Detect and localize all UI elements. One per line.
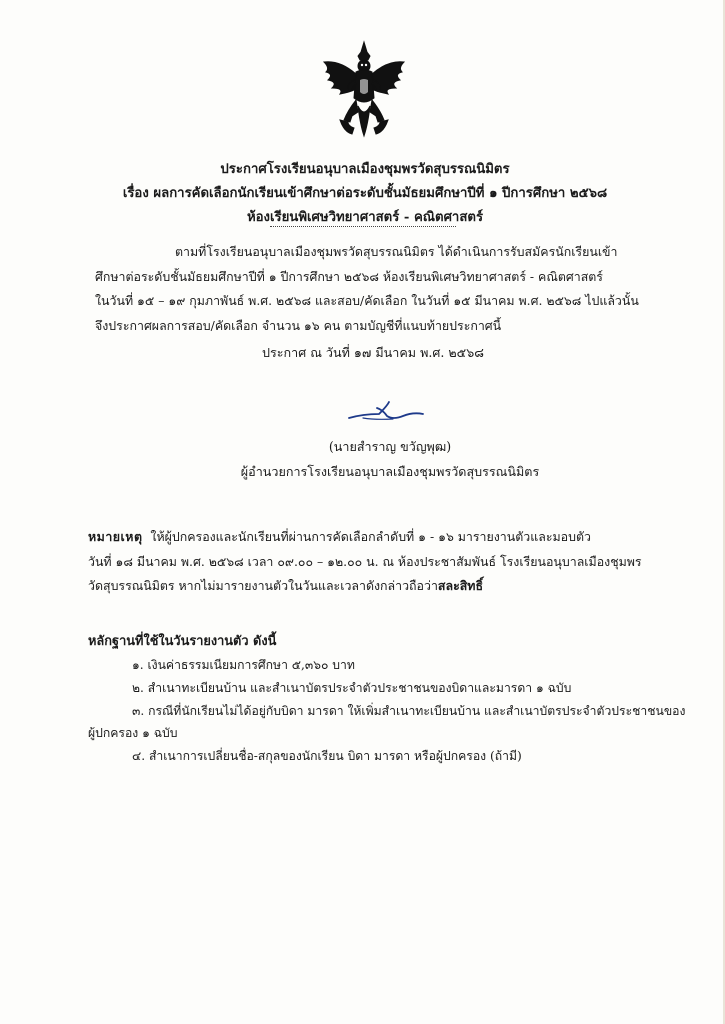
remark-label: หมายเหตุ (88, 529, 143, 544)
forfeit-text: สละสิทธิ์ (437, 578, 484, 593)
evidence-item-2: ๒. สำเนาทะเบียนบ้าน และสำเนาบัตรประจำตัวประชาชนของบิดาและมารดา ๑ ฉบับ (132, 681, 572, 695)
remark-line-2: วันที่ ๑๘ มีนาคม พ.ศ. ๒๕๖๘ เวลา ๐๙.๐๐ – ๑๒.๐๐ น. ณ ห้องประชาสัมพันธ์ โรงเรียนอนุบาลเมืองชุมพร (88, 553, 642, 569)
handwritten-signature (343, 400, 427, 426)
evidence-title: หลักฐานที่ใช้ในวันรายงานตัว ดังนี้ (88, 634, 277, 649)
remark-line-1: หมายเหตุ ให้ผู้ปกครองและนักเรียนที่ผ่านการคัดเลือกลำดับที่ ๑ - ๑๖ มารายงานตัวและมอบตัว (88, 529, 591, 544)
header-divider (270, 226, 456, 227)
announce-date: ประกาศ ณ วันที่ ๑๗ มีนาคม พ.ศ. ๒๕๖๘ (262, 345, 484, 360)
body-line-2: ศึกษาต่อระดับชั้นมัธยมศึกษาปีที่ ๑ ปีการศึกษา ๒๕๖๘ ห้องเรียนพิเศษวิทยาศาสตร์ - คณิตศาสตร์ (95, 268, 603, 284)
garuda-emblem-icon (318, 40, 410, 142)
body-paragraph (95, 240, 665, 338)
header-room: ห้องเรียนพิเศษวิทยาศาสตร์ - คณิตศาสตร์ (246, 210, 484, 225)
evidence-item-1: ๑. เงินค่าธรรมเนียมการศึกษา ๕,๓๖๐ บาท (132, 658, 355, 672)
evidence-item-4: ๔. สำเนาการเปลี่ยนชื่อ-สกุลของนักเรียน บิดา มารดา หรือผู้ปกครอง (ถ้ามี) (132, 749, 522, 763)
signer-position: ผู้อำนวยการโรงเรียนอนุบาลเมืองชุมพรวัดสุบรรณนิมิตร (240, 464, 540, 479)
header-subject: เรื่อง ผลการคัดเลือกนักเรียนเข้าศึกษาต่อระดับชั้นมัธยมศึกษาปีที่ ๑ ปีการศึกษา ๒๕๖๘ (122, 186, 608, 201)
evidence-item-3: ๓. กรณีที่นักเรียนไม่ได้อยู่กับบิดา มารดา ให้เพิ่มสำเนาทะเบียนบ้าน และสำเนาบัตรประจำตัวประชาชนของ (132, 704, 686, 718)
body-line-4: จึงประกาศผลการสอบ/คัดเลือก จำนวน ๑๖ คน ตามบัญชีที่แนบท้ายประกาศนี้ (95, 317, 502, 333)
signer-name: (นายสำราญ ขวัญพุฒ) (328, 439, 452, 454)
document-header (60, 158, 670, 230)
remark-line-3: วัดสุบรรณนิมิตร หากไม่มารายงานตัวในวันและเวลาดังกล่าวถือว่าสละสิทธิ์ (88, 578, 484, 593)
body-line-3: ในวันที่ ๑๕ – ๑๙ กุมภาพันธ์ พ.ศ. ๒๕๖๘ และสอบ/คัดเลือก ในวันที่ ๑๕ มีนาคม พ.ศ. ๒๕๖๘ ไปแล้วนั้น (95, 293, 639, 308)
body-line-1: ตามที่โรงเรียนอนุบาลเมืองชุมพรวัดสุบรรณนิมิตร ได้ดำเนินการรับสมัครนักเรียนเข้า (175, 244, 618, 259)
header-title: ประกาศโรงเรียนอนุบาลเมืองชุมพรวัดสุบรรณนิมิตร (220, 162, 510, 177)
evidence-item-3-cont: ผู้ปกครอง ๑ ฉบับ (88, 726, 178, 740)
remark-block (88, 525, 668, 599)
